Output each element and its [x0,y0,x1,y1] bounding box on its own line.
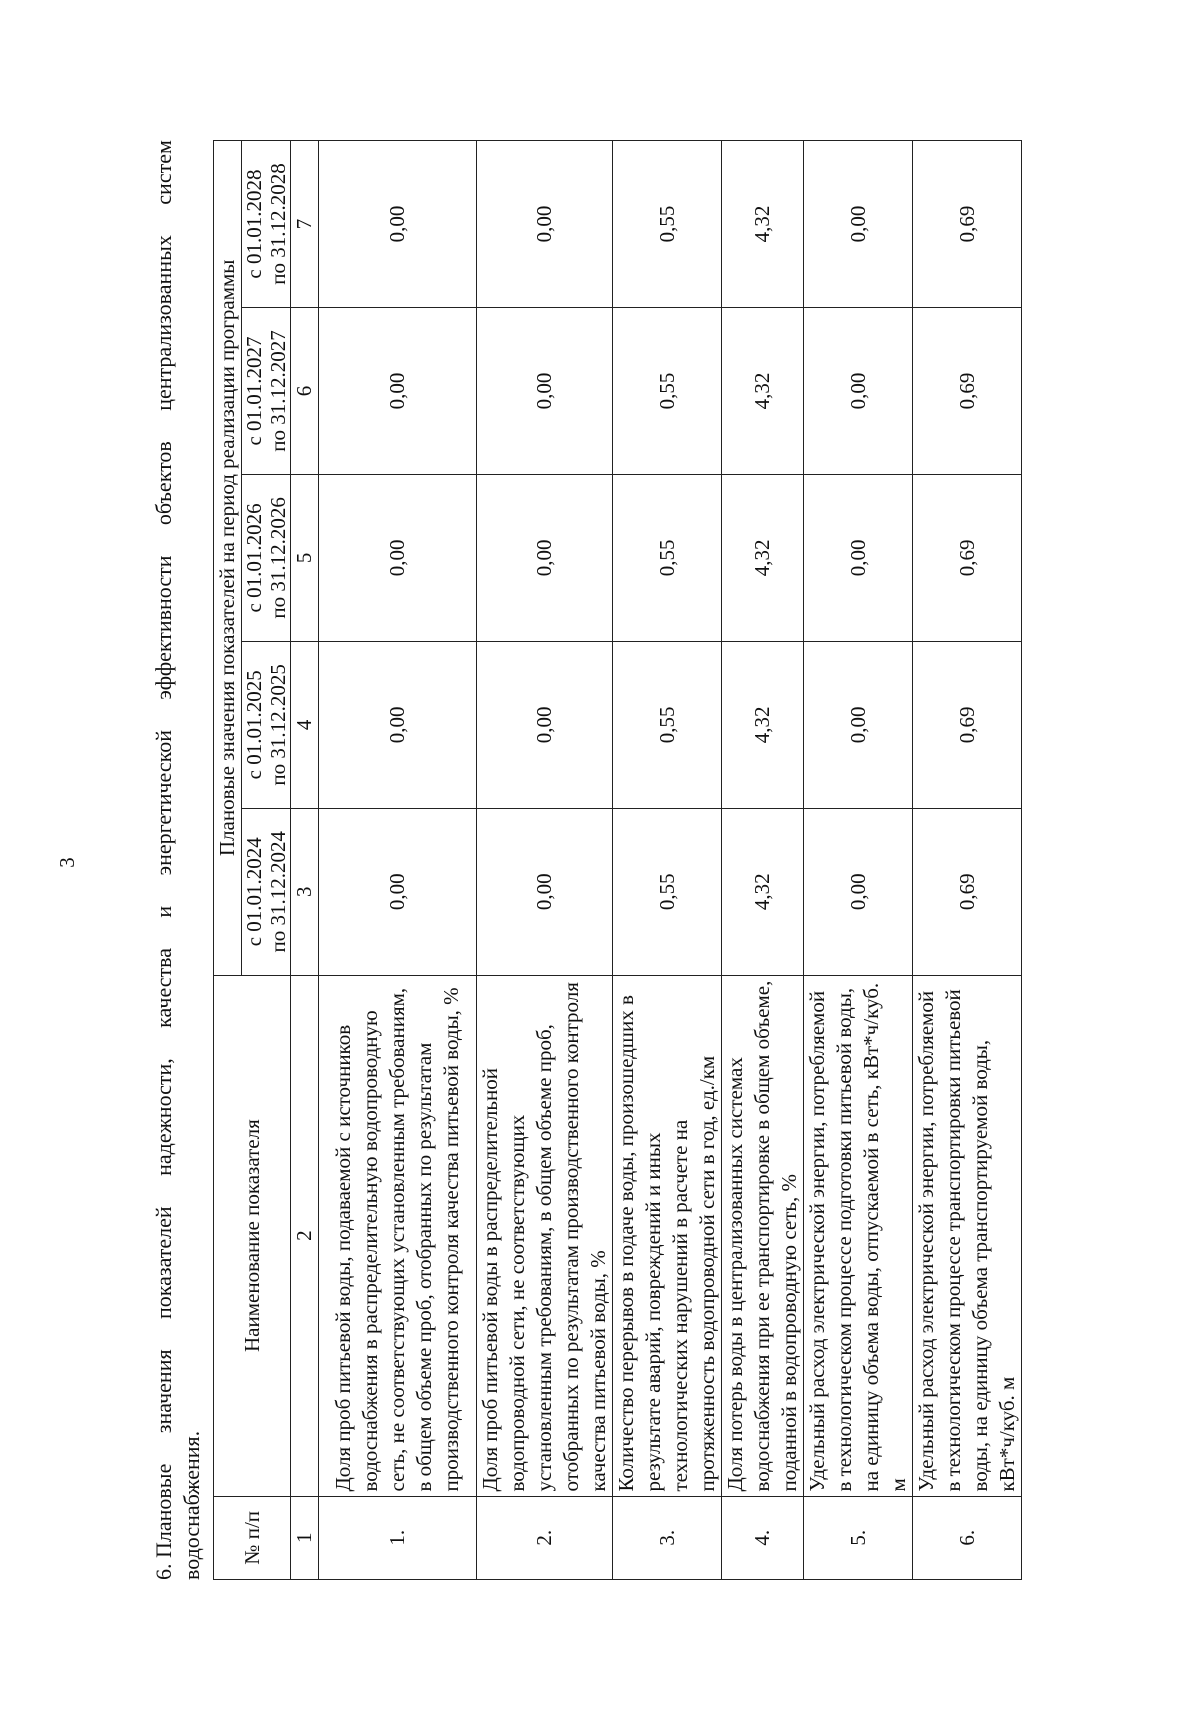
section-caption [150,120,206,1580]
row-number: 4. [722,1496,804,1579]
header-period [242,808,291,975]
document-sheet [150,120,1200,1580]
value-cell: 0,69 [913,474,1022,641]
caption-word: 6. Плановые [151,1463,176,1580]
period-from: с 01.01.2028 [242,169,266,279]
indicator-name: Доля проб питьевой воды, подаваемой с источников водоснабжения в распределительную водопроводную сеть, не соответствующих установленным требованиям, в общем объеме проб, отобранных по результатам производственного контроля качества питьевой воды, % [319,975,477,1496]
value-cell: 0,00 [319,641,477,808]
header-row-1 [214,141,242,1580]
column-number: 4 [291,641,319,808]
caption-word: объектов [151,441,176,526]
value-cell: 0,00 [319,308,477,475]
value-cell: 4,32 [722,141,804,308]
row-number: 2. [477,1496,613,1579]
value-cell: 0,00 [477,474,613,641]
value-cell: 0,00 [804,474,913,641]
value-cell: 0,00 [477,141,613,308]
caption-word: и [151,905,176,918]
column-number: 3 [291,808,319,975]
value-cell: 0,00 [804,808,913,975]
period-from: с 01.01.2026 [242,503,266,613]
value-cell: 4,32 [722,474,804,641]
caption-word: систем [151,140,176,205]
indicator-name: Доля проб питьевой воды в распределительной водопроводной сети, не соответствующих установленным требованиям, в общем объеме проб, отобранных по результатам производственного контроля качества питьевой воды, % [477,975,613,1496]
value-cell: 0,00 [319,141,477,308]
period-to: по 31.12.2024 [266,831,290,953]
caption-word: качества [151,947,176,1028]
header-period [242,308,291,475]
value-cell: 0,55 [613,641,722,808]
value-cell: 0,00 [319,808,477,975]
header-name: Наименование показателя [214,975,291,1496]
header-num: № п/п [214,1496,291,1579]
value-cell: 0,00 [477,308,613,475]
row-number: 1. [319,1496,477,1579]
caption-line-1 [150,140,178,1580]
header-period [242,141,291,308]
period-to: по 31.12.2027 [266,330,290,452]
caption-word: централизованных [151,235,176,411]
value-cell: 0,69 [913,808,1022,975]
caption-line-2: водоснабжения. [179,1430,204,1580]
table-row [477,141,613,1580]
period-from: с 01.01.2024 [242,837,266,947]
period-to: по 31.12.2025 [266,664,290,786]
caption-word: значения [151,1349,176,1434]
period-from: с 01.01.2027 [242,336,266,446]
table-row [804,141,913,1580]
caption-word: эффективности [151,555,176,700]
page-number: 3 [54,857,79,868]
column-number: 5 [291,474,319,641]
caption-word: показателей [151,1206,176,1319]
caption-word: надежности, [151,1058,176,1176]
value-cell: 4,32 [722,308,804,475]
header-group: Плановые значения показателей на период реализации программы [214,141,242,976]
column-number: 2 [291,975,319,1496]
caption-word: энергетической [151,730,176,876]
value-cell: 0,55 [613,141,722,308]
period-to: по 31.12.2026 [266,497,290,619]
table-row [319,141,477,1580]
column-number: 6 [291,308,319,475]
indicator-name: Удельный расход электрической энергии, потребляемой в технологическом процессе транспортировки питьевой воды, на единицу объема транспортируемой воды, кВт*ч/куб. м [913,975,1022,1496]
period-to: по 31.12.2028 [266,163,290,285]
value-cell: 0,00 [477,808,613,975]
indicator-name: Количество перерывов в подаче воды, произошедших в результате аварий, повреждений и иных технологических нарушений в расчете на протяженность водопроводной сети в год, ед./км [613,975,722,1496]
column-number: 1 [291,1496,319,1579]
value-cell: 0,55 [613,308,722,475]
value-cell: 4,32 [722,641,804,808]
value-cell: 0,55 [613,808,722,975]
value-cell: 0,69 [913,141,1022,308]
indicator-name: Доля потерь воды в централизованных системах водоснабжения при ее транспортировке в общем объеме, поданной в водопроводную сеть, % [722,975,804,1496]
value-cell: 0,00 [804,308,913,475]
row-number: 5. [804,1496,913,1579]
table-row [913,141,1022,1580]
header-period [242,641,291,808]
indicators-table [213,140,1022,1580]
table-row [613,141,722,1580]
column-number-row [291,141,319,1580]
value-cell: 0,55 [613,474,722,641]
row-number: 6. [913,1496,1022,1579]
value-cell: 0,69 [913,641,1022,808]
value-cell: 0,69 [913,308,1022,475]
indicator-name: Удельный расход электрической энергии, потребляемой в технологическом процессе подготовки питьевой воды, на единицу объема воды, отпускаемой в сеть, кВт*ч/куб. м [804,975,913,1496]
column-number: 7 [291,141,319,308]
value-cell: 0,00 [319,474,477,641]
period-from: с 01.01.2025 [242,670,266,780]
table-row [722,141,804,1580]
value-cell: 0,00 [804,141,913,308]
value-cell: 0,00 [804,641,913,808]
row-number: 3. [613,1496,722,1579]
header-period [242,474,291,641]
value-cell: 0,00 [477,641,613,808]
value-cell: 4,32 [722,808,804,975]
